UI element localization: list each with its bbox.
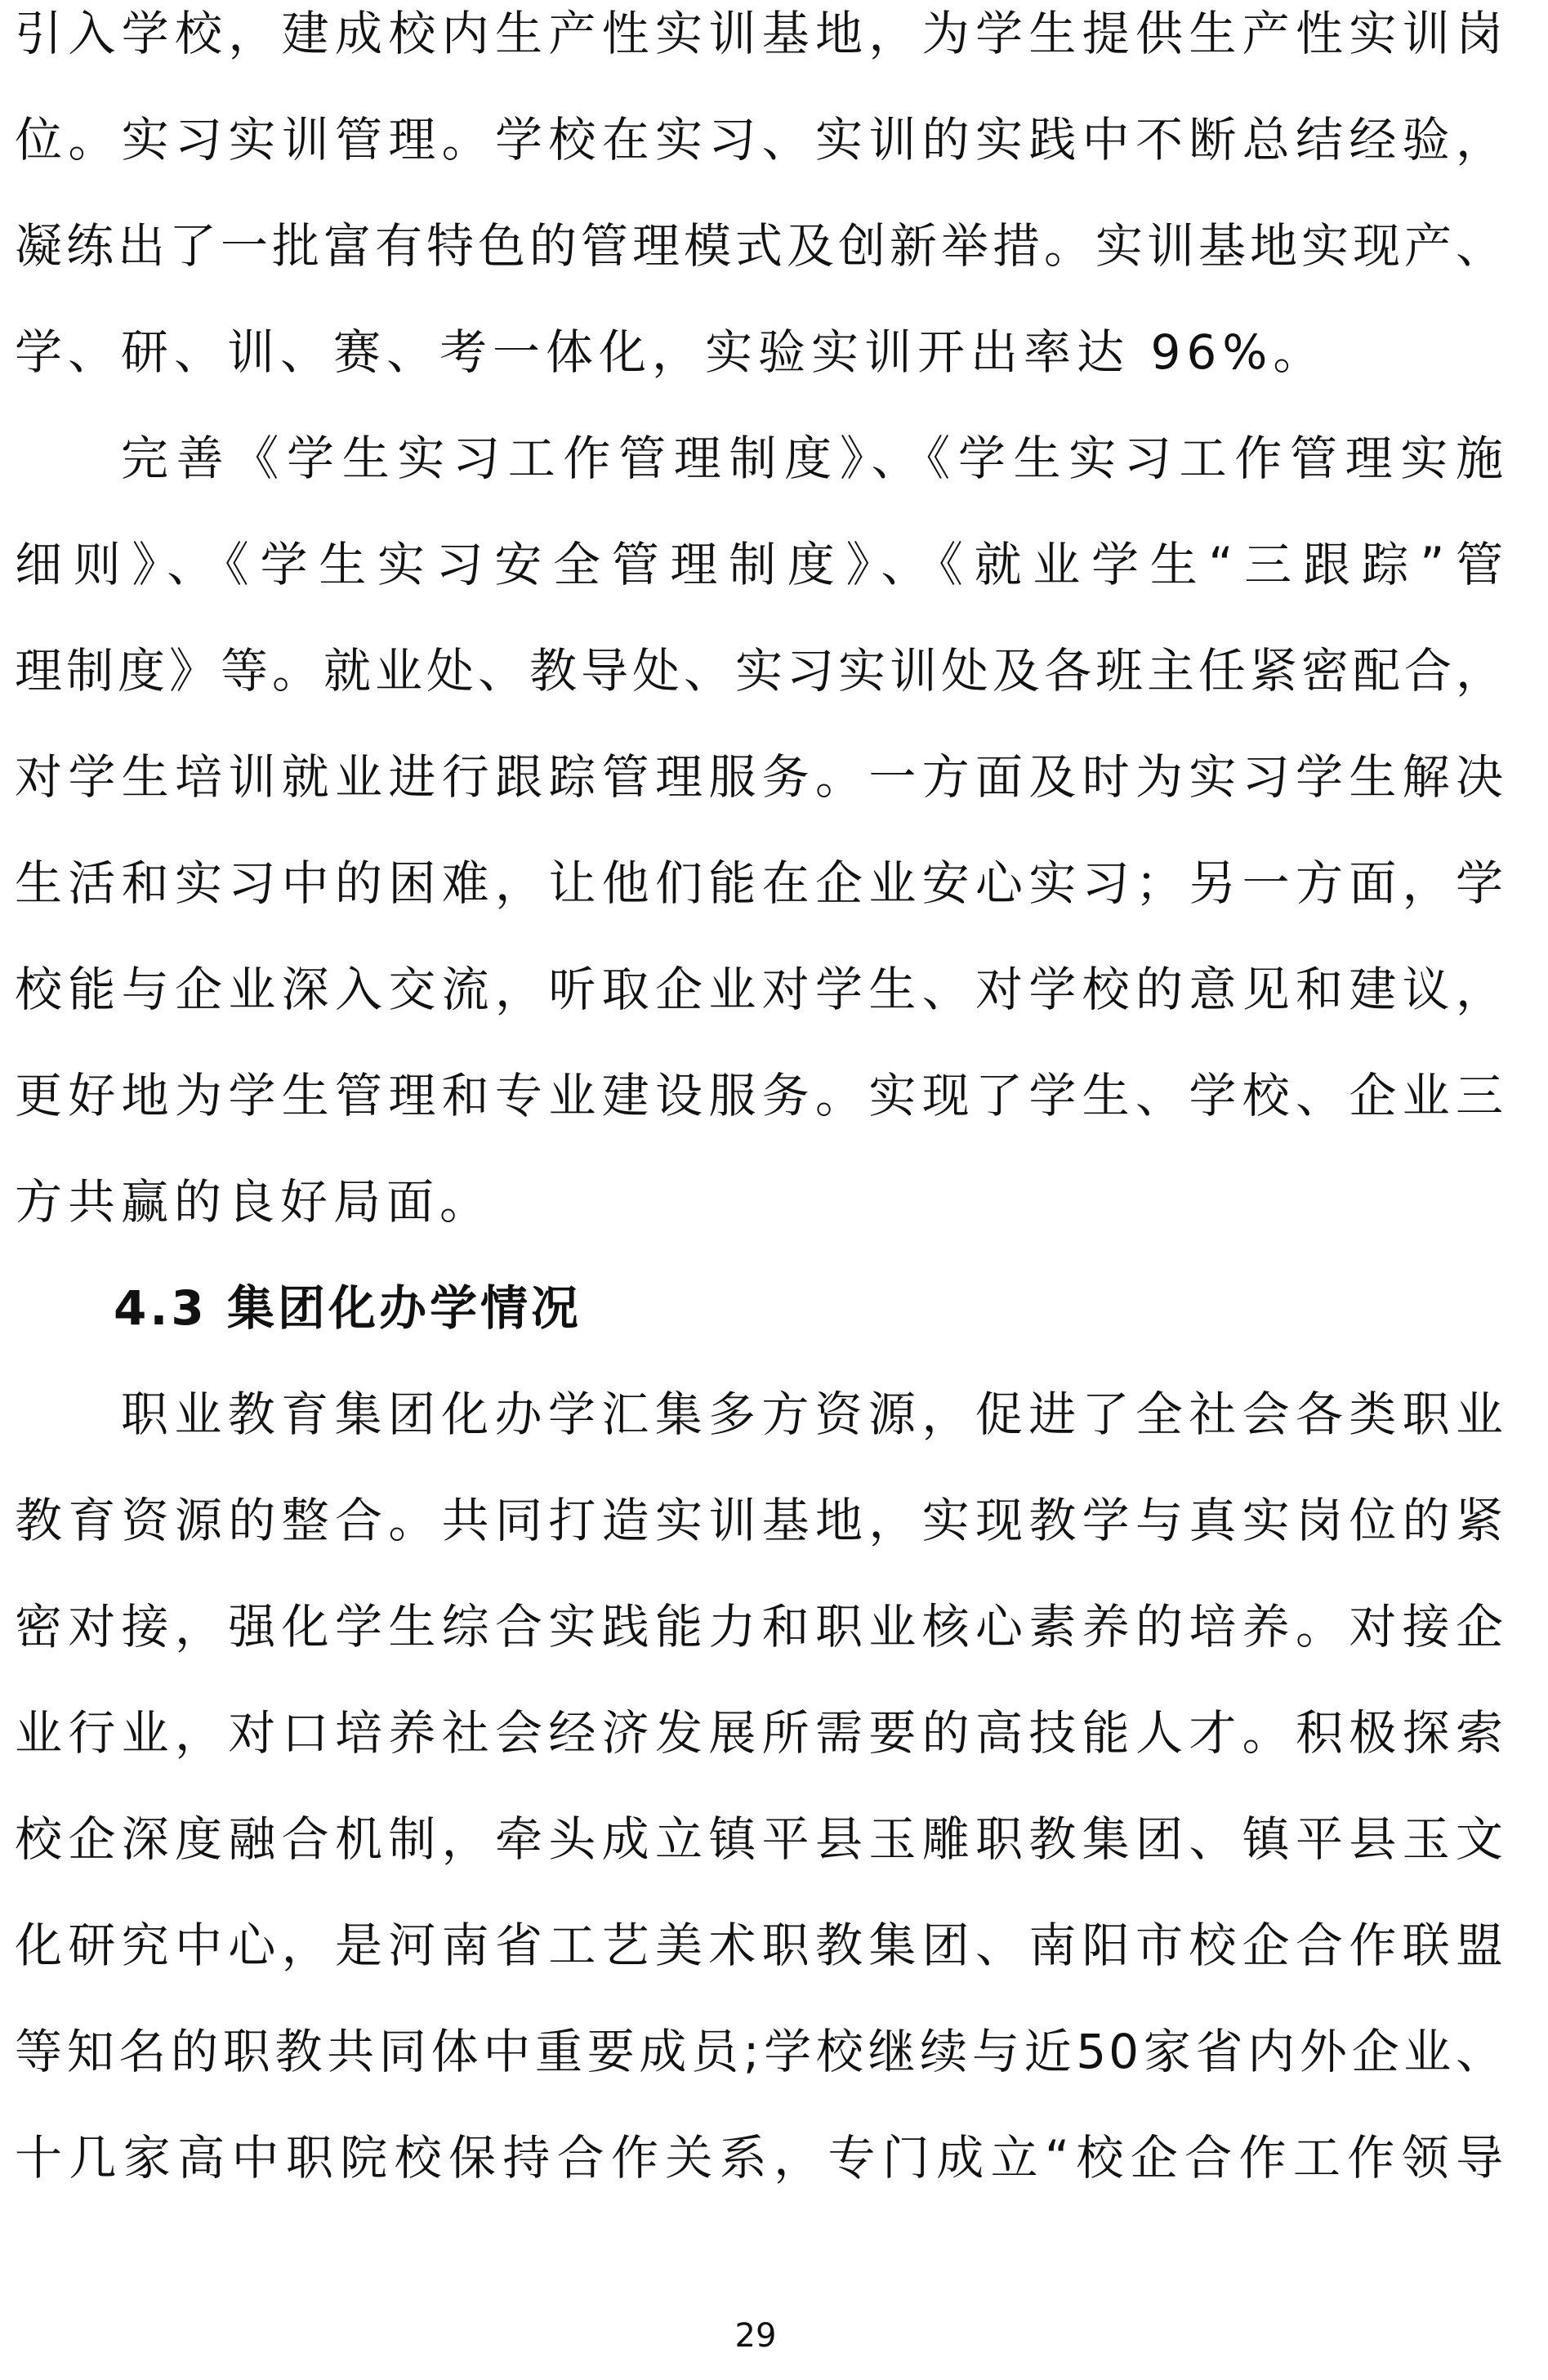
paragraph-internship-management [15, 425, 1506, 1275]
text-line: 等知名的职教共同体中重要成员;学校继续与近50家省内外企业、 [15, 2024, 1506, 2079]
text-line: 化研究中心，是河南省工艺美术职教集团、南阳市校企合作联盟 [15, 1918, 1506, 1973]
text-line: 职业教育集团化办学汇集多方资源，促进了全社会各类职业 [121, 1386, 1506, 1442]
text-line: 十几家高中职院校保持合作关系，专门成立“校企合作工作领导 [15, 2130, 1506, 2186]
text-line: 细则》、《学生实习安全管理制度》、《就业学生“三跟踪”管 [15, 537, 1506, 592]
paragraph-continued [15, 0, 1506, 425]
text-line: 生活和实习中的困难，让他们能在企业安心实习；另一方面，学 [15, 855, 1506, 911]
text-line: 对学生培训就业进行跟踪管理服务。一方面及时为实习学生解决 [15, 749, 1506, 805]
section-heading: 4.3 集团化办学情况 [114, 1280, 582, 1336]
text-line: 引入学校，建成校内生产性实训基地，为学生提供生产性实训岗 [15, 6, 1506, 61]
page-number: 29 [734, 2317, 777, 2355]
text-line: 校企深度融合机制，牵头成立镇平县玉雕职教集团、镇平县玉文 [15, 1811, 1506, 1867]
text-line: 理制度》等。就业处、教导处、实习实训处及各班主任紧密配合， [15, 643, 1506, 699]
text-line: 学、研、训、赛、考一体化，实验实训开出率达 96%。 [15, 324, 1327, 380]
text-line: 方共赢的良好局面。 [15, 1174, 493, 1230]
paragraph-group-education [15, 1381, 1506, 2230]
text-line: 完善《学生实习工作管理制度》、《学生实习工作管理实施 [121, 431, 1506, 486]
text-line: 业行业，对口培养社会经济发展所需要的高技能人才。积极探索 [15, 1705, 1506, 1761]
text-line: 密对接，强化学生综合实践能力和职业核心素养的培养。对接企 [15, 1599, 1506, 1654]
text-line: 凝练出了一批富有特色的管理模式及创新举措。实训基地实现产、 [15, 218, 1506, 274]
text-line: 校能与企业深入交流，听取企业对学生、对学校的意见和建议， [15, 962, 1506, 1017]
text-line: 教育资源的整合。共同打造实训基地，实现教学与真实岗位的紧 [15, 1493, 1506, 1548]
text-line: 位。实习实训管理。学校在实习、实训的实践中不断总结经验， [15, 112, 1506, 167]
text-line: 更好地为学生管理和专业建设服务。实现了学生、学校、企业三 [15, 1068, 1506, 1123]
